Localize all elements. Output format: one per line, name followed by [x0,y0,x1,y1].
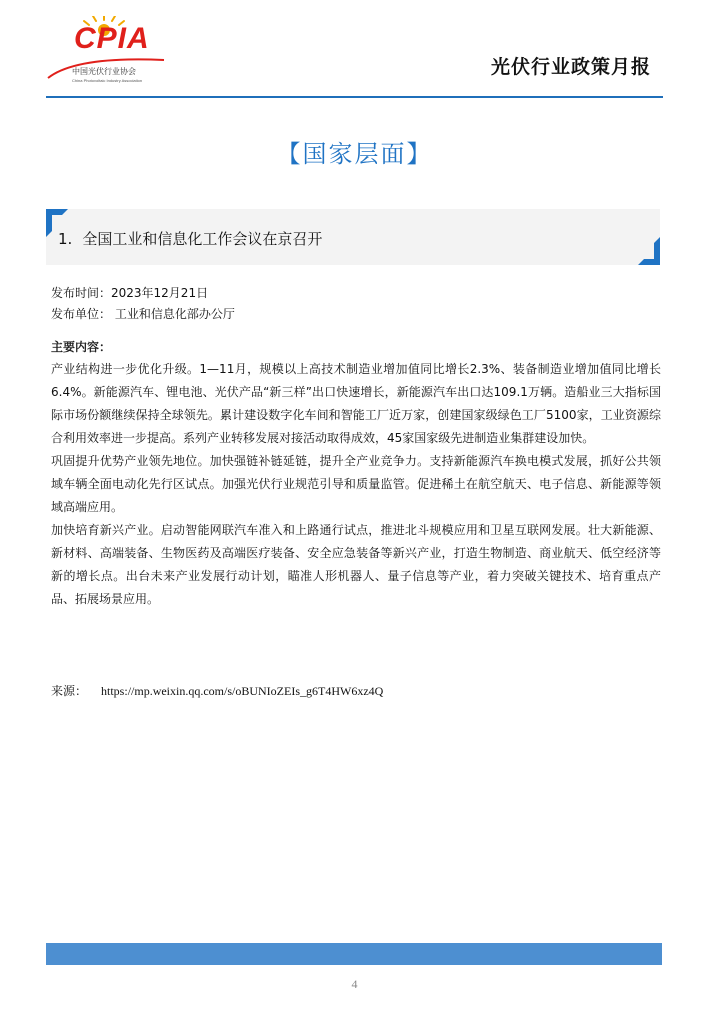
article-title: 全国工业和信息化工作会议在京召开 [82,230,323,248]
article-number: 1. [58,230,73,248]
body-paragraph: 巩固提升优势产业领先地位。加快强链补链延链，提升全产业竞争力。支持新能源汽车换电模式发展，抓好公共领域车辆全面电动化先行区试点。加强光伏行业规范引导和质量监管。促进稀土在航空航天、电子信息、新能源等领域高端应用。 [51,454,661,514]
page-number: 4 [351,977,358,991]
corner-bracket-icon [636,237,660,265]
body-paragraph: 产业结构进一步优化升级。1—11月，规模以上高技术制造业增加值同比增长2.3%、装备制造业增加值同比增长6.4%。新能源汽车、锂电池、光伏产品“新三样”出口快速增长，新能源汽车出口达109.1万辆。造船业三大指标国际市场份额继续保持全球领先。累计建设数字化车间和智能工厂近万家，创建国家级绿色工厂5100家，工业资源综合利用效率进一步提高。系列产业转移发展对接活动取得成效，45家国家级先进制造业集群建设加快。 [51,362,661,445]
article-title-box [46,209,660,265]
footer-bar [46,943,662,965]
content-label: 主要内容： [51,340,112,354]
section-title: 【国家层面】 [276,140,433,168]
logo-chinese-name: 中国光伏行业协会 [72,67,136,76]
logo-text: CPIA [74,22,150,55]
report-title: 光伏行业政策月报 [490,56,651,78]
article-heading [58,228,322,249]
source-link[interactable]: https://mp.weixin.qq.com/s/oBUNIoZEIs_g6T4HW6xz4Q [101,684,384,698]
logo-english-name: China Photovoltaic Industry Association [72,78,143,83]
publish-unit: 发布单位： 工业和信息化部办公厅 [51,307,235,321]
body-paragraph: 加快培育新兴产业。启动智能网联汽车准入和上路通行试点，推进北斗规模应用和卫星互联网发展。壮大新能源、新材料、高端装备、生物医药及高端医疗装备、安全应急装备等新兴产业，打造生物制造、商业航天、低空经济等新的增长点。出台未来产业发展行动计划，瞄准人形机器人、量子信息等产业，着力突破关键技术、培育重点产品、拓展场景应用。 [51,523,661,606]
publish-date: 发布时间：2023年12月21日 [51,286,209,300]
article-body [51,358,661,611]
source-label: 来源： [51,684,88,698]
source-line [51,682,383,699]
cpia-logo [46,16,170,88]
header-divider [46,96,663,98]
